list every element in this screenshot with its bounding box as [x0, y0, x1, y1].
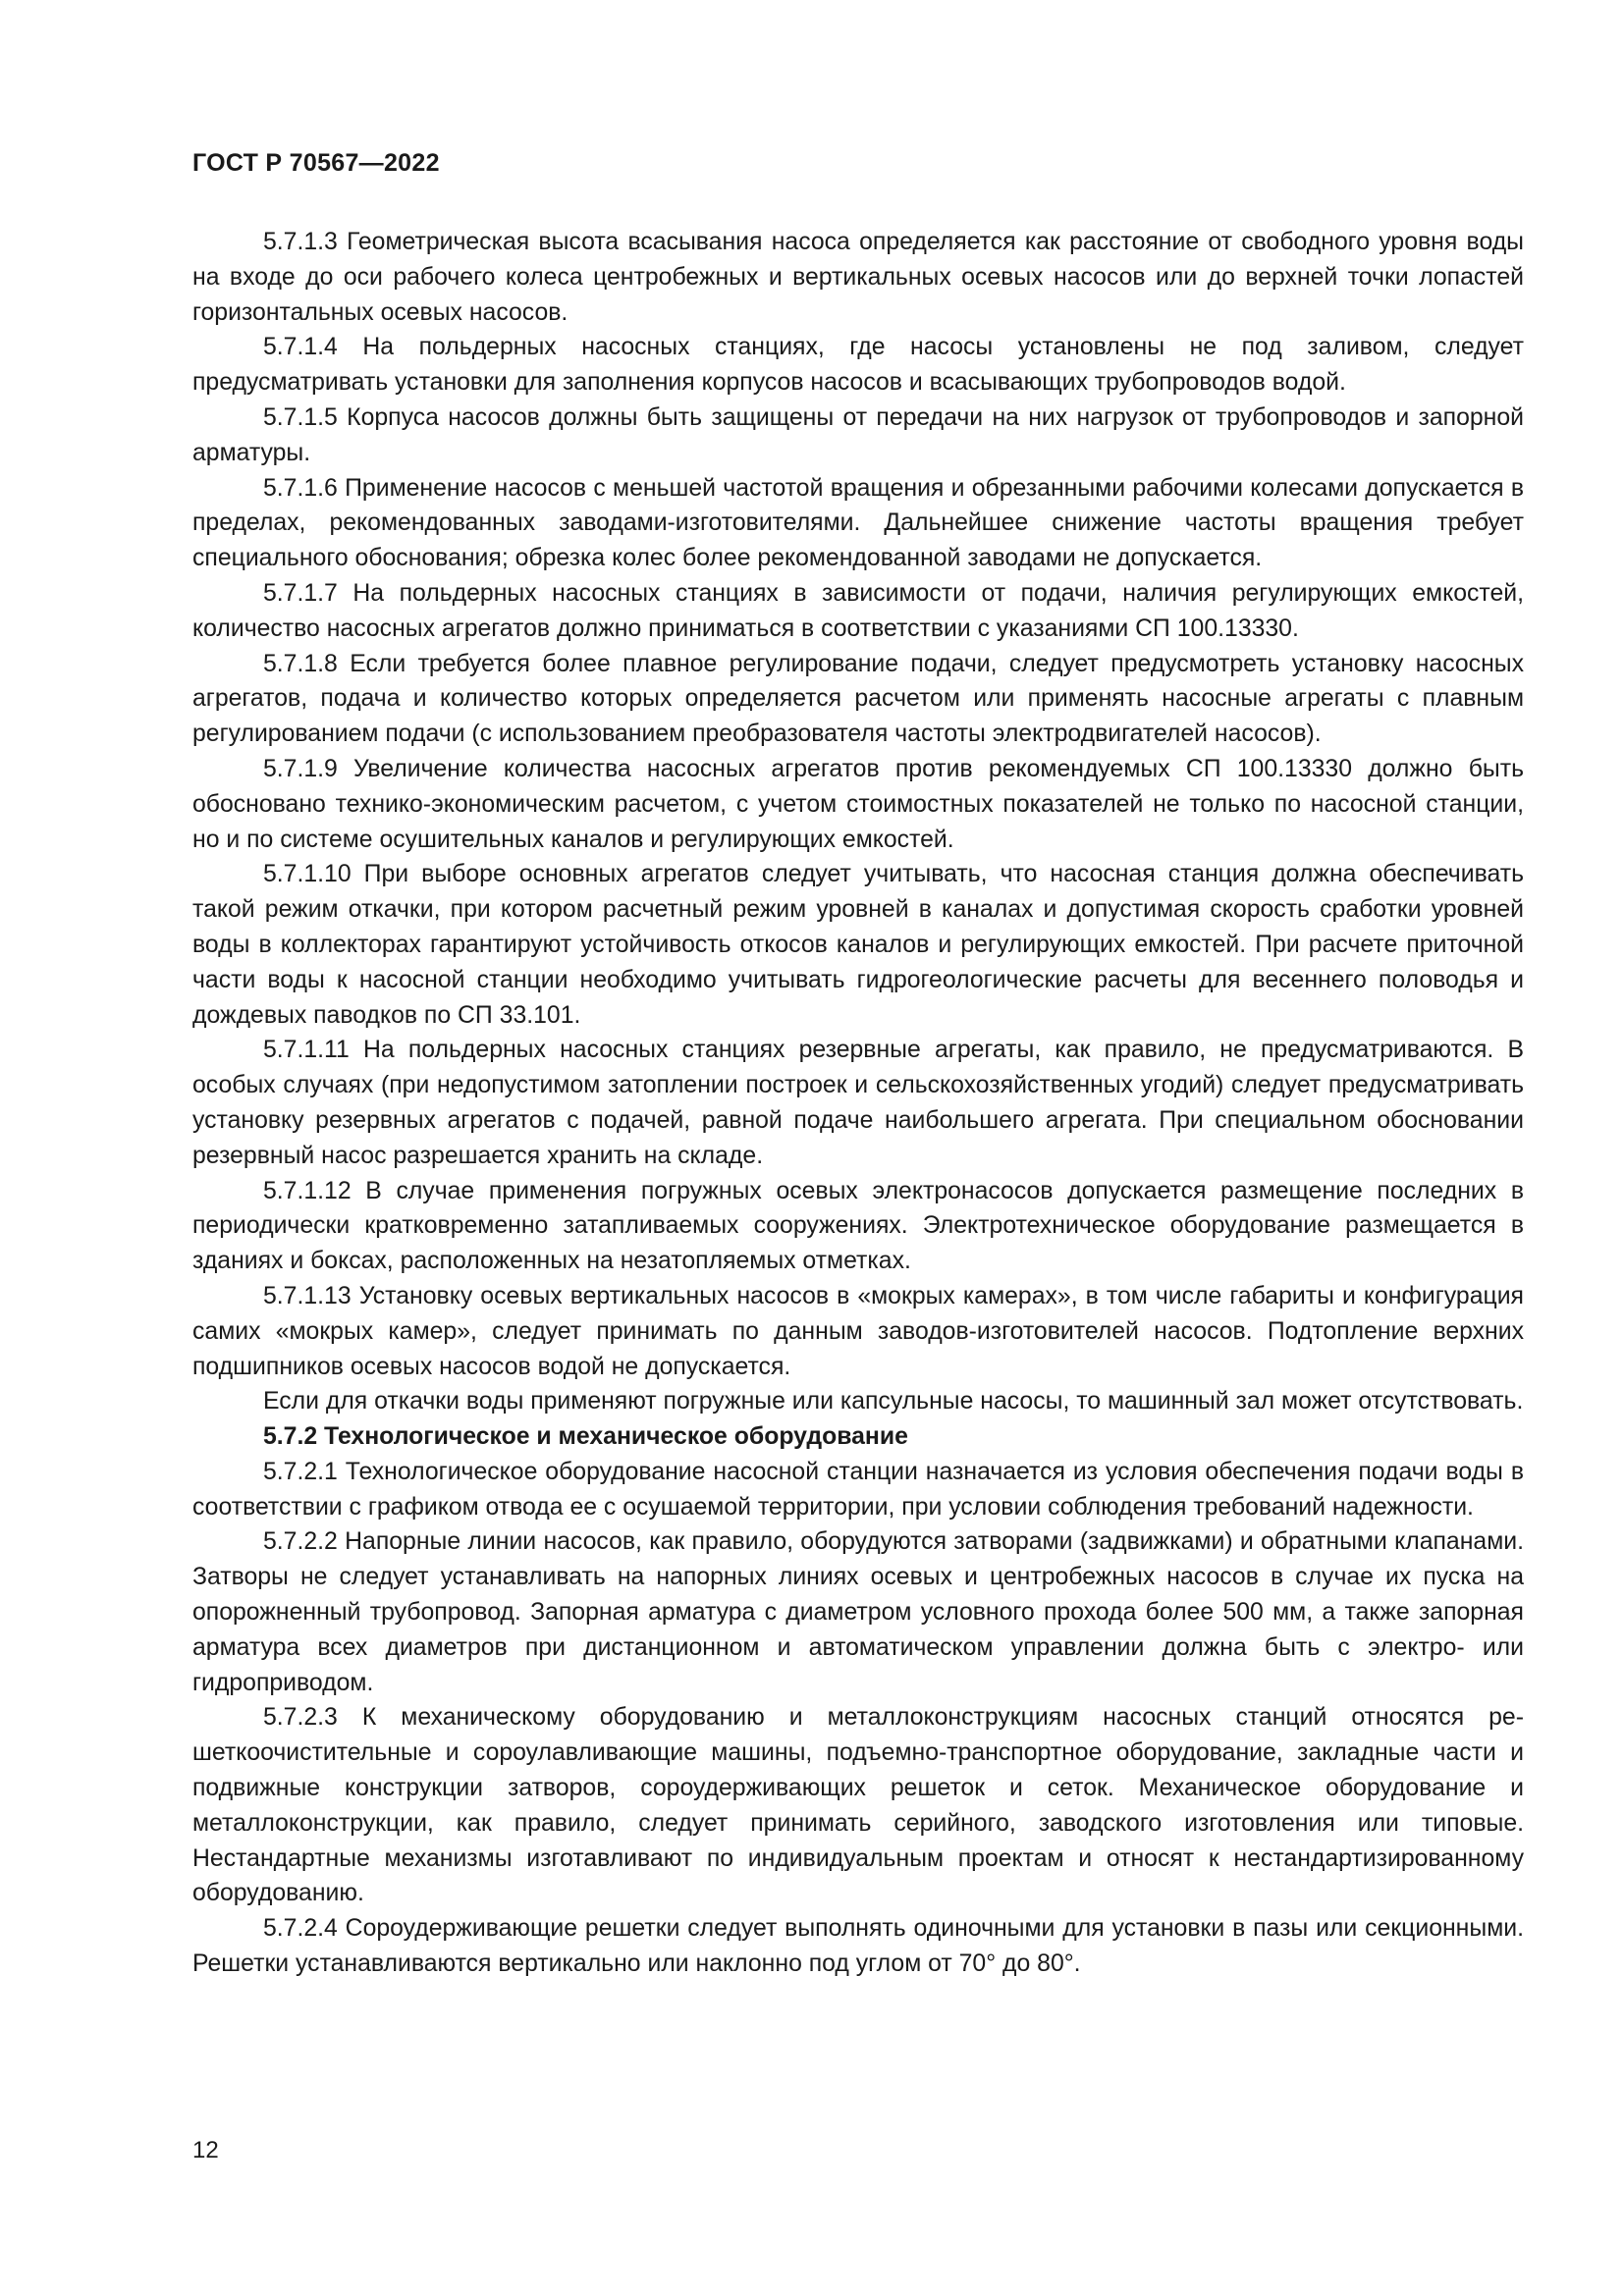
paragraph: 5.7.1.4 На польдерных насосных станциях, где насосы установлены не под заливом, следует предусматривать установки для заполнения корпусов насосов и всасывающих трубопроводов водой. — [192, 334, 1524, 397]
paragraph: 5.7.1.6 Применение насосов с меньшей частотой вращения и обрезанными рабочими колесами допускается в пределах, рекомендованных заводами-изготовителями. Дальнейшее снижение частоты вращения требует специального обоснования; обрезка колес более рекомендованной заводами не допускается. — [192, 474, 1524, 572]
paragraph: 5.7.2.4 Сороудерживающие решетки следует выполнять одиночными для установки в пазы или секционными. Решетки устанавливаются вертикально или наклонно под углом от 70° до 80°. — [192, 1915, 1524, 1978]
paragraph: 5.7.2.2 Напорные линии насосов, как правило, оборудуются затворами (задвижками) и обратными клапанами. Затворы не следует устанавливать на напорных линиях осевых и центробежных насосов в случае их пуска на опорожненный трубопровод. Запорная арматура с диаметром условного прохода более 500 мм, а также запорная арматура всех диаметров при дистанционном и автоматическом управлении должна быть с электро- или гидроприводом. — [192, 1528, 1524, 1696]
body-text — [192, 225, 1524, 1982]
paragraph: 5.7.1.12 В случае применения погружных осевых электронасосов допускается размещение последних в периодически кратковременно затапливаемых сооружениях. Электротехническое оборудование размещается в зданиях и боксах, расположенных на незатопляемых отметках. — [192, 1177, 1524, 1275]
paragraph: Если для откачки воды применяют погружные или капсульные насосы, то машинный зал может отсутствовать. — [263, 1388, 1524, 1415]
standard-header: ГОСТ Р 70567—2022 — [192, 149, 440, 177]
section-heading: 5.7.2 Технологическое и механическое оборудование — [263, 1423, 908, 1451]
paragraph: 5.7.1.8 Если требуется более плавное регулирование подачи, следует предусмотреть установку насосных агрегатов, подача и количество которых определяется расчетом или применять насосные агрегаты с плавным регулированием подачи (с использованием преобразователя частоты электродвигателей насосов). — [192, 650, 1524, 748]
paragraph: 5.7.2.1 Технологическое оборудование насосной станции назначается из условия обеспечения подачи воды в соответствии с графиком отвода ее с осушаемой территории, при условии соблюдения требований надежности. — [192, 1458, 1524, 1521]
paragraph: 5.7.1.13 Установку осевых вертикальных насосов в «мокрых камерах», в том числе габариты и конфигурация самих «мокрых камер», следует принимать по данным заводов-изготовителей насосов. Подтопление верхних подшипников осевых насосов водой не допускается. — [192, 1282, 1524, 1380]
paragraph: 5.7.1.9 Увеличение количества насосных агрегатов против рекомендуемых СП 100.13330 должно быть обосновано технико-экономическим расчетом, с учетом стоимостных показателей не только по насосной станции, но и по системе осушительных каналов и регулирующих емкостей. — [192, 755, 1524, 853]
paragraph: 5.7.1.5 Корпуса насосов должны быть защищены от передачи на них нагрузок от трубопроводов и запорной арматуры. — [192, 403, 1524, 466]
paragraph: 5.7.2.3 К механическому оборудованию и металлоконструкциям насосных станций относятся решеткоочистительные и сороулавливающие машины, подъемно-транспортное оборудование, закладные части и подвижные конструкции затворов, сороудерживающих решеток и сеток. Механическое оборудование и металлоконструкции, как правило, следует принимать серийного, заводского изготовления или типовые. Нестандартные механизмы изготавливают по индивидуальным проектам и относят к нестандартизированному оборудованию. — [192, 1704, 1524, 1907]
paragraph: 5.7.1.11 На польдерных насосных станциях резервные агрегаты, как правило, не предусматриваются. В особых случаях (при недопустимом затоплении построек и сельскохозяйственных угодий) следует предусматривать установку резервных агрегатов с подачей, равной подаче наибольшего агрегата. При специальном обосновании резервный насос разрешается хранить на складе. — [192, 1037, 1524, 1169]
page-number: 12 — [192, 2137, 219, 2163]
paragraph: 5.7.1.7 На польдерных насосных станциях в зависимости от подачи, наличия регулирующих емкостей, количество насосных агрегатов должно приниматься в соответствии с указаниями СП 100.13330. — [192, 579, 1524, 642]
paragraph: 5.7.1.10 При выборе основных агрегатов следует учитывать, что насосная станция должна обеспечивать такой режим откачки, при котором расчетный режим уровней в каналах и допустимая скорость сработки уровней воды в коллекторах гарантируют устойчивость откосов каналов и регулирующих емкостей. При расчете приточной части воды к насосной станции необходимо учитывать гидрогеологические расчеты для весеннего половодья и дождевых паводков по СП 33.101. — [192, 861, 1524, 1029]
paragraph: 5.7.1.3 Геометрическая высота всасывания насоса определяется как расстояние от свободного уровня воды на входе до оси рабочего колеса центробежных и вертикальных осевых насосов или до верхней точки лопастей горизонтальных осевых насосов. — [192, 229, 1524, 326]
